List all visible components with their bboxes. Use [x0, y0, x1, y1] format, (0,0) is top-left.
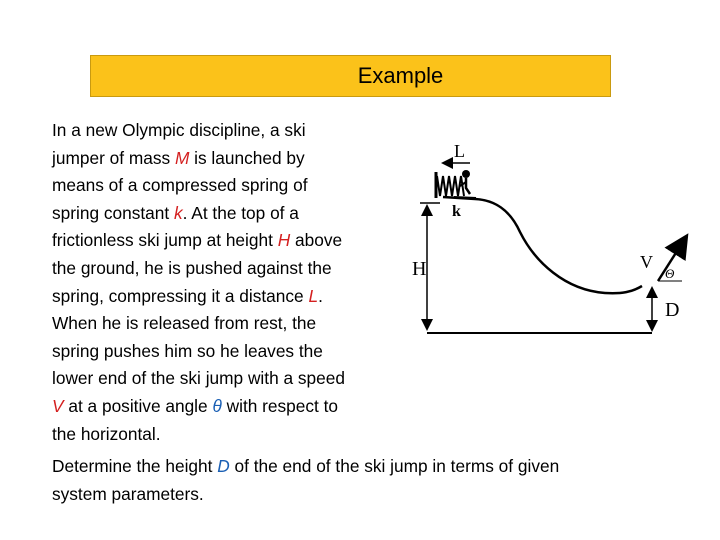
- problem-line: [52, 338, 407, 366]
- variable-k: k: [174, 202, 183, 223]
- problem-line: [52, 421, 407, 449]
- variable-V: V: [52, 395, 64, 416]
- problem-line: [52, 172, 407, 200]
- problem-line: [52, 365, 407, 393]
- problem-line: [52, 200, 407, 228]
- problem-statement: [52, 117, 407, 448]
- spring: [437, 176, 464, 196]
- problem-line: [52, 255, 407, 283]
- text: with respect to: [221, 395, 339, 416]
- text: Determine the height: [52, 456, 218, 476]
- text: of the end of the ski jump in terms of given: [229, 456, 560, 476]
- problem-line: [52, 310, 407, 338]
- label-H: H: [412, 258, 427, 280]
- text: jumper of mass: [52, 147, 175, 168]
- text: .: [318, 285, 323, 306]
- problem-line: [52, 227, 407, 255]
- ski-jump-slope: [443, 197, 642, 293]
- page-title: Example: [357, 63, 444, 88]
- text: means of a compressed spring of: [52, 175, 308, 196]
- label-V: V: [640, 252, 653, 272]
- text: spring pushes him so he leaves the: [52, 340, 323, 361]
- variable-theta: θ: [212, 395, 222, 416]
- problem-line: [52, 145, 407, 173]
- problem-line: [52, 117, 407, 145]
- text: In a new Olympic discipline, a ski: [52, 120, 306, 140]
- text: above: [290, 230, 343, 251]
- question-line: [52, 480, 672, 508]
- text: system parameters.: [52, 484, 204, 504]
- variable-M: M: [174, 147, 190, 168]
- variable-L: L: [308, 285, 319, 306]
- problem-line: [52, 283, 407, 311]
- variable-D: D: [217, 456, 230, 476]
- label-theta: Θ: [665, 266, 675, 281]
- text: frictionless ski jump at height: [52, 230, 278, 251]
- label-L: L: [454, 141, 465, 161]
- title-banner: [90, 55, 611, 97]
- text: When he is released from rest, the: [52, 313, 317, 334]
- text: spring constant: [52, 202, 174, 223]
- variable-H: H: [277, 230, 291, 251]
- problem-line: [52, 393, 407, 421]
- text: the ground, he is pushed against the: [52, 257, 332, 278]
- ski-jump-diagram: [405, 135, 705, 345]
- text: . At the top of a: [182, 202, 299, 223]
- question-line: [52, 452, 672, 480]
- label-D: D: [665, 299, 680, 321]
- text: lower end of the ski jump with a speed: [52, 368, 345, 389]
- question: [52, 452, 672, 508]
- text: the horizontal.: [52, 423, 161, 444]
- text: at a positive angle: [63, 395, 213, 416]
- label-k: k: [452, 203, 461, 220]
- text: is launched by: [189, 147, 305, 168]
- text: spring, compressing it a distance: [52, 285, 309, 306]
